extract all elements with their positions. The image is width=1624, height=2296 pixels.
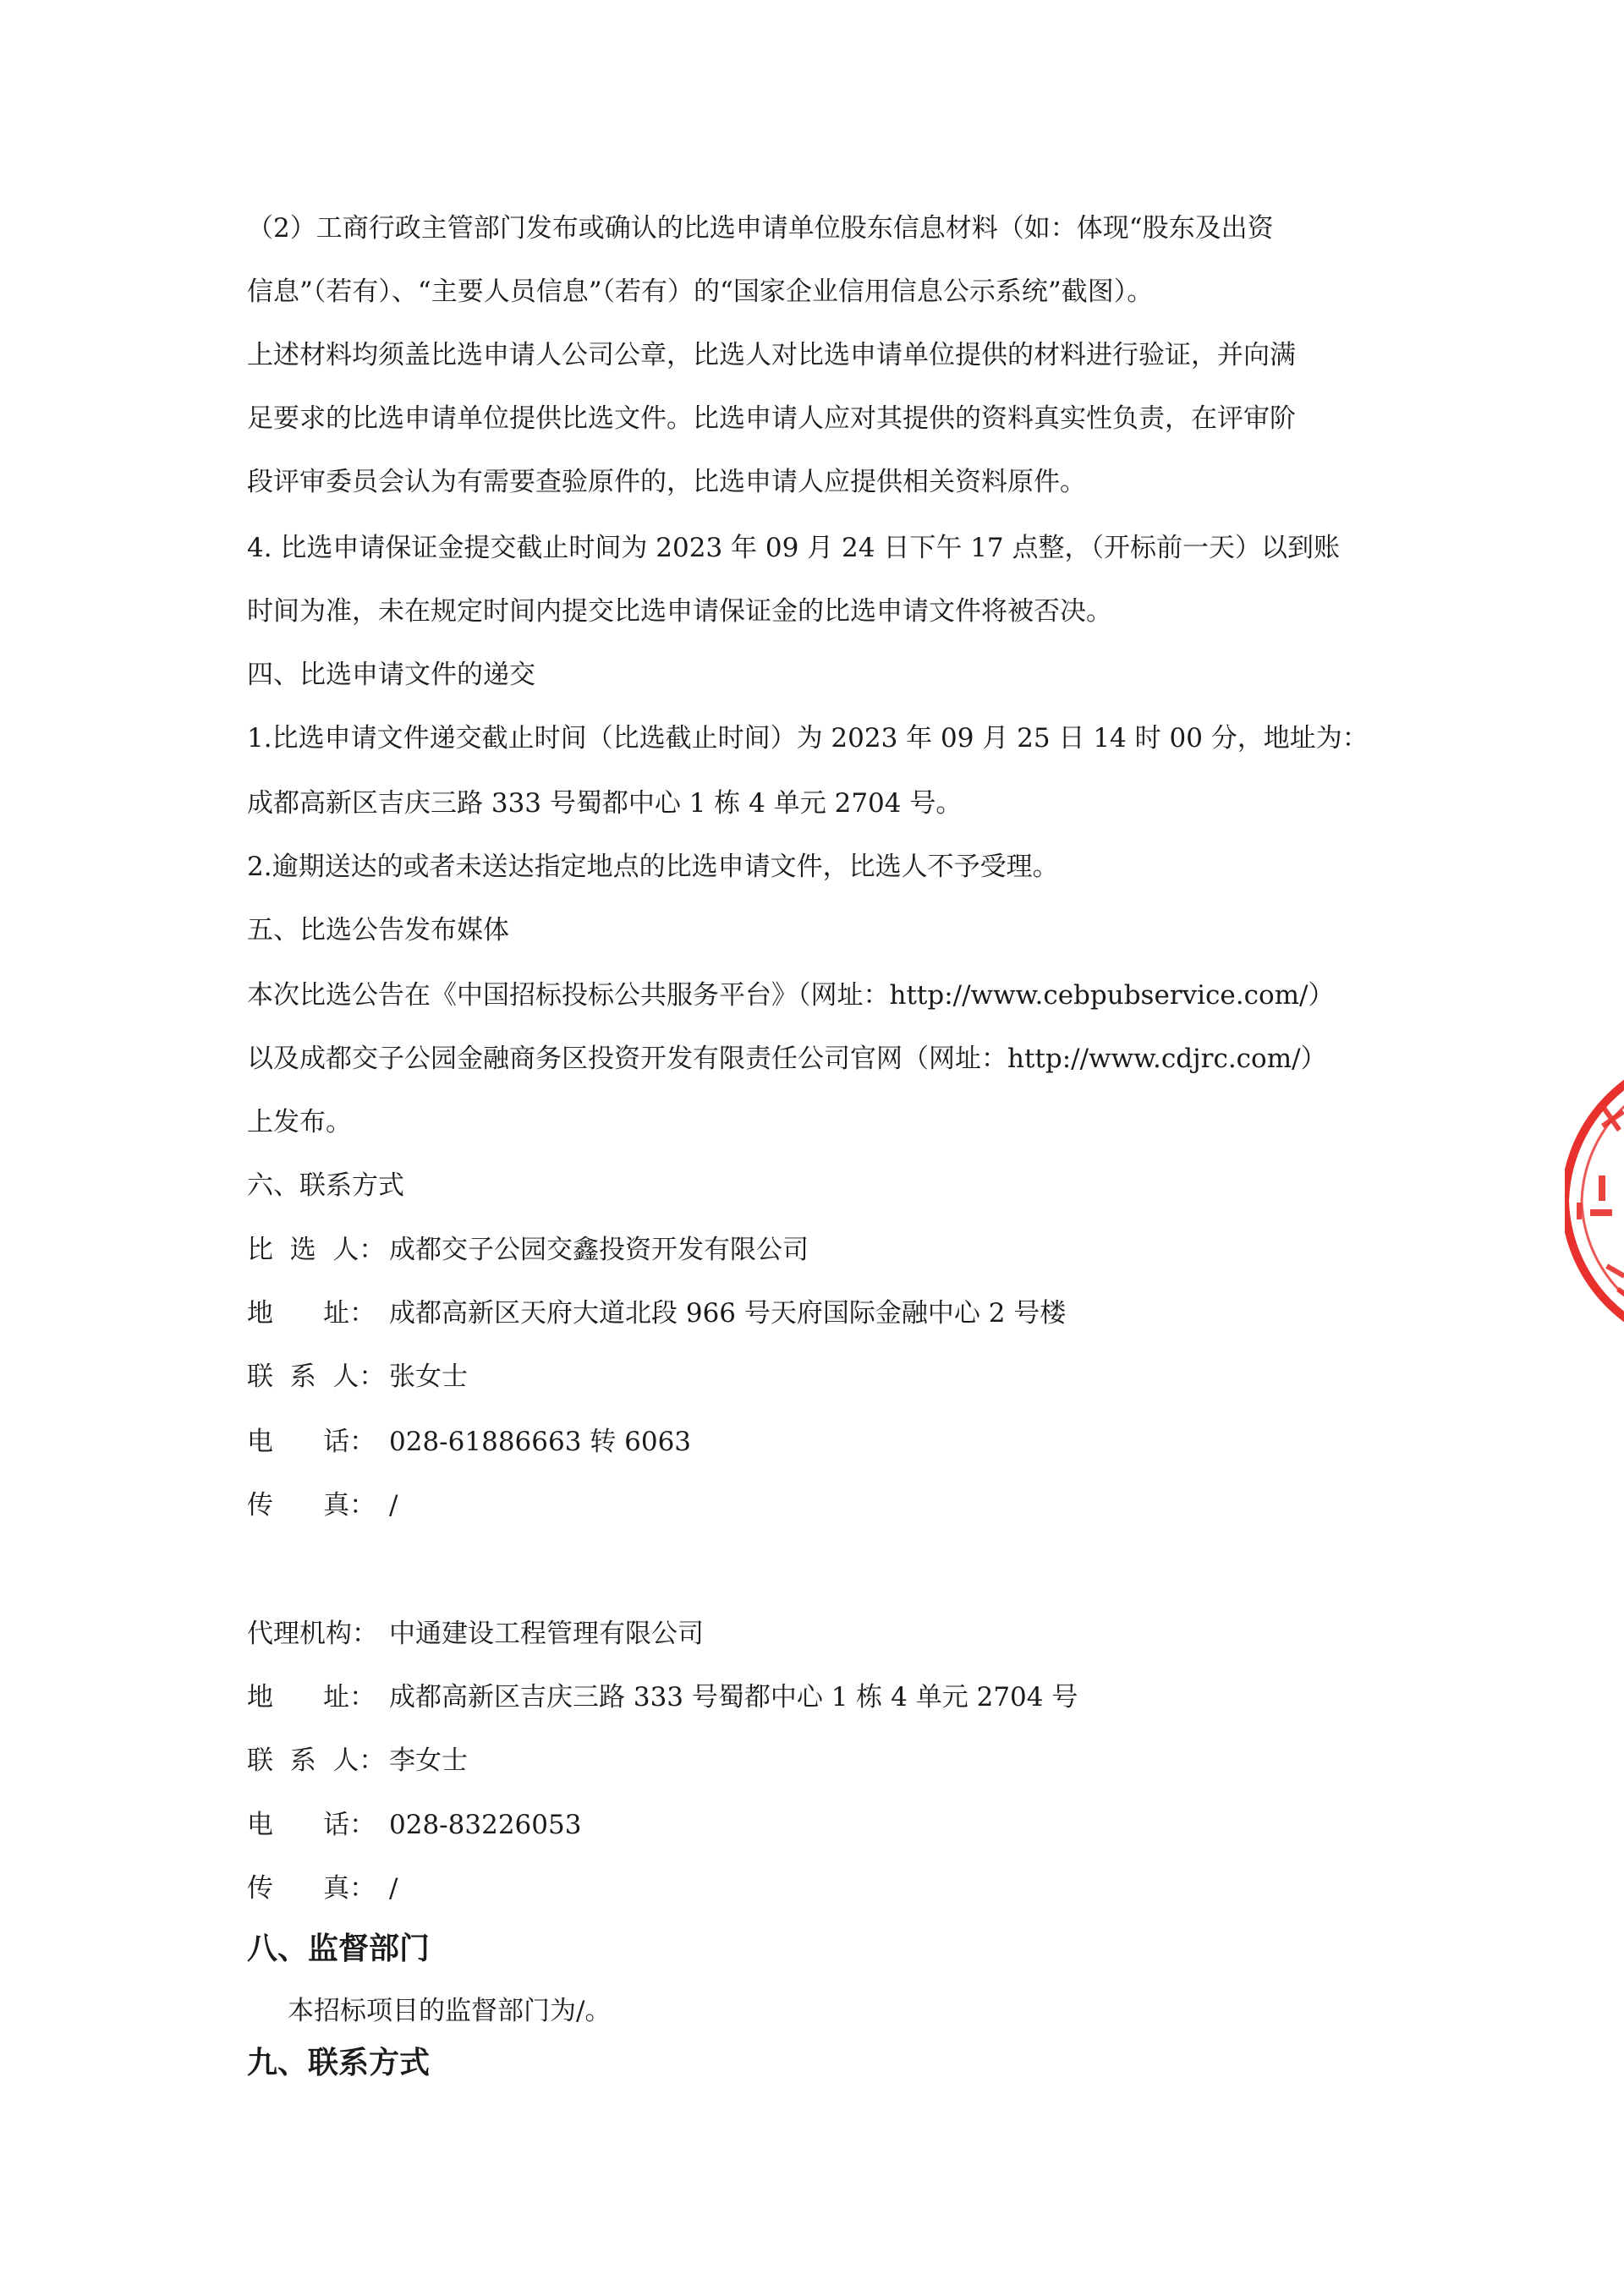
contact-row (247, 1425, 691, 1459)
paragraph-line: 上述材料均须盖比选申请人公司公章，比选人对比选申请单位提供的材料进行验证，并向满 (247, 340, 1296, 370)
section-8-heading: 八、监督部门 (247, 1932, 431, 1966)
paragraph-line: 4. 比选申请保证金提交截止时间为 2023 年 09 月 24 日下午 17 点整，（开标前一天）以到账 (247, 533, 1340, 563)
paragraph-line: 段评审委员会认为有需要查验原件的，比选申请人应提供相关资料原件。 (247, 467, 1086, 497)
paragraph-line: 时间为准，未在规定时间内提交比选申请保证金的比选申请文件将被否决。 (247, 596, 1112, 627)
contact-value: 李女士 (389, 1745, 468, 1776)
section-heading: 六、联系方式 (247, 1170, 404, 1201)
contact-label: 传 真： (247, 1873, 376, 1904)
contact-value: 张女士 (389, 1362, 468, 1392)
contact-value: 成都交子公园交鑫投资开发有限公司 (389, 1235, 809, 1265)
section-8-body: 本招标项目的监督部门为/。 (288, 1996, 612, 2026)
paragraph-line: 本次比选公告在《中国招标投标公共服务平台》（网址：http://www.cebpubservice.com/） (247, 980, 1335, 1011)
contact-row (247, 1360, 468, 1394)
contact-label: 电 话： (247, 1427, 376, 1457)
paragraph-line: 信息”（若有）、“主要人员信息”（若有）的“国家企业信用信息公示系统”截图）。 (247, 277, 1154, 307)
paragraph-line: 足要求的比选申请单位提供比选文件。比选申请人应对其提供的资料真实性负责，在评审阶 (247, 403, 1296, 434)
paragraph-line: 以及成都交子公园金融商务区投资开发有限责任公司官网（网址：http://www.cdjrc.com/） (247, 1044, 1327, 1074)
section-heading: 四、比选申请文件的递交 (247, 660, 535, 690)
paragraph-line: （2）工商行政主管部门发布或确认的比选申请单位股东信息材料（如：体现“股东及出资 (247, 213, 1274, 244)
contact-row (247, 1617, 704, 1651)
contact-label: 代理机构： (247, 1619, 378, 1649)
contact-label: 联 系 人： (247, 1745, 386, 1776)
contact-row (247, 1296, 1066, 1330)
contact-value: 028-83226053 (389, 1810, 582, 1840)
contact-value: / (389, 1490, 398, 1521)
contact-row (247, 1233, 809, 1267)
contact-row (247, 1808, 581, 1842)
contact-row (247, 1488, 398, 1522)
company-seal-stamp (1565, 1040, 1624, 1378)
contact-label: 地 址： (247, 1298, 376, 1329)
section-9-heading: 九、联系方式 (247, 2046, 431, 2080)
contact-value: 028-61886663 转 6063 (389, 1427, 692, 1457)
contact-label: 地 址： (247, 1682, 376, 1712)
contact-label: 传 真： (247, 1490, 376, 1521)
contact-row (247, 1871, 398, 1905)
paragraph-line: 1.比选申请文件递交截止时间（比选截止时间）为 2023 年 09 月 25 日 14 时 00 分，地址为： (247, 723, 1369, 753)
contact-value: 成都高新区吉庆三路 333 号蜀都中心 1 栋 4 单元 2704 号 (389, 1682, 1078, 1712)
section-heading: 五、比选公告发布媒体 (247, 915, 509, 945)
contact-label: 联 系 人： (247, 1362, 386, 1392)
contact-label: 比 选 人： (247, 1235, 386, 1265)
contact-value: / (389, 1873, 398, 1904)
contact-value: 中通建设工程管理有限公司 (389, 1619, 704, 1649)
paragraph-line: 2.逾期送达的或者未送达指定地点的比选申请文件，比选人不予受理。 (247, 852, 1059, 882)
contact-row (247, 1680, 1078, 1714)
contact-value: 成都高新区天府大道北段 966 号天府国际金融中心 2 号楼 (389, 1298, 1067, 1329)
paragraph-line: 成都高新区吉庆三路 333 号蜀都中心 1 栋 4 单元 2704 号。 (247, 788, 963, 819)
paragraph-line: 上发布。 (247, 1107, 352, 1137)
contact-row (247, 1744, 468, 1778)
contact-label: 电 话： (247, 1810, 376, 1840)
